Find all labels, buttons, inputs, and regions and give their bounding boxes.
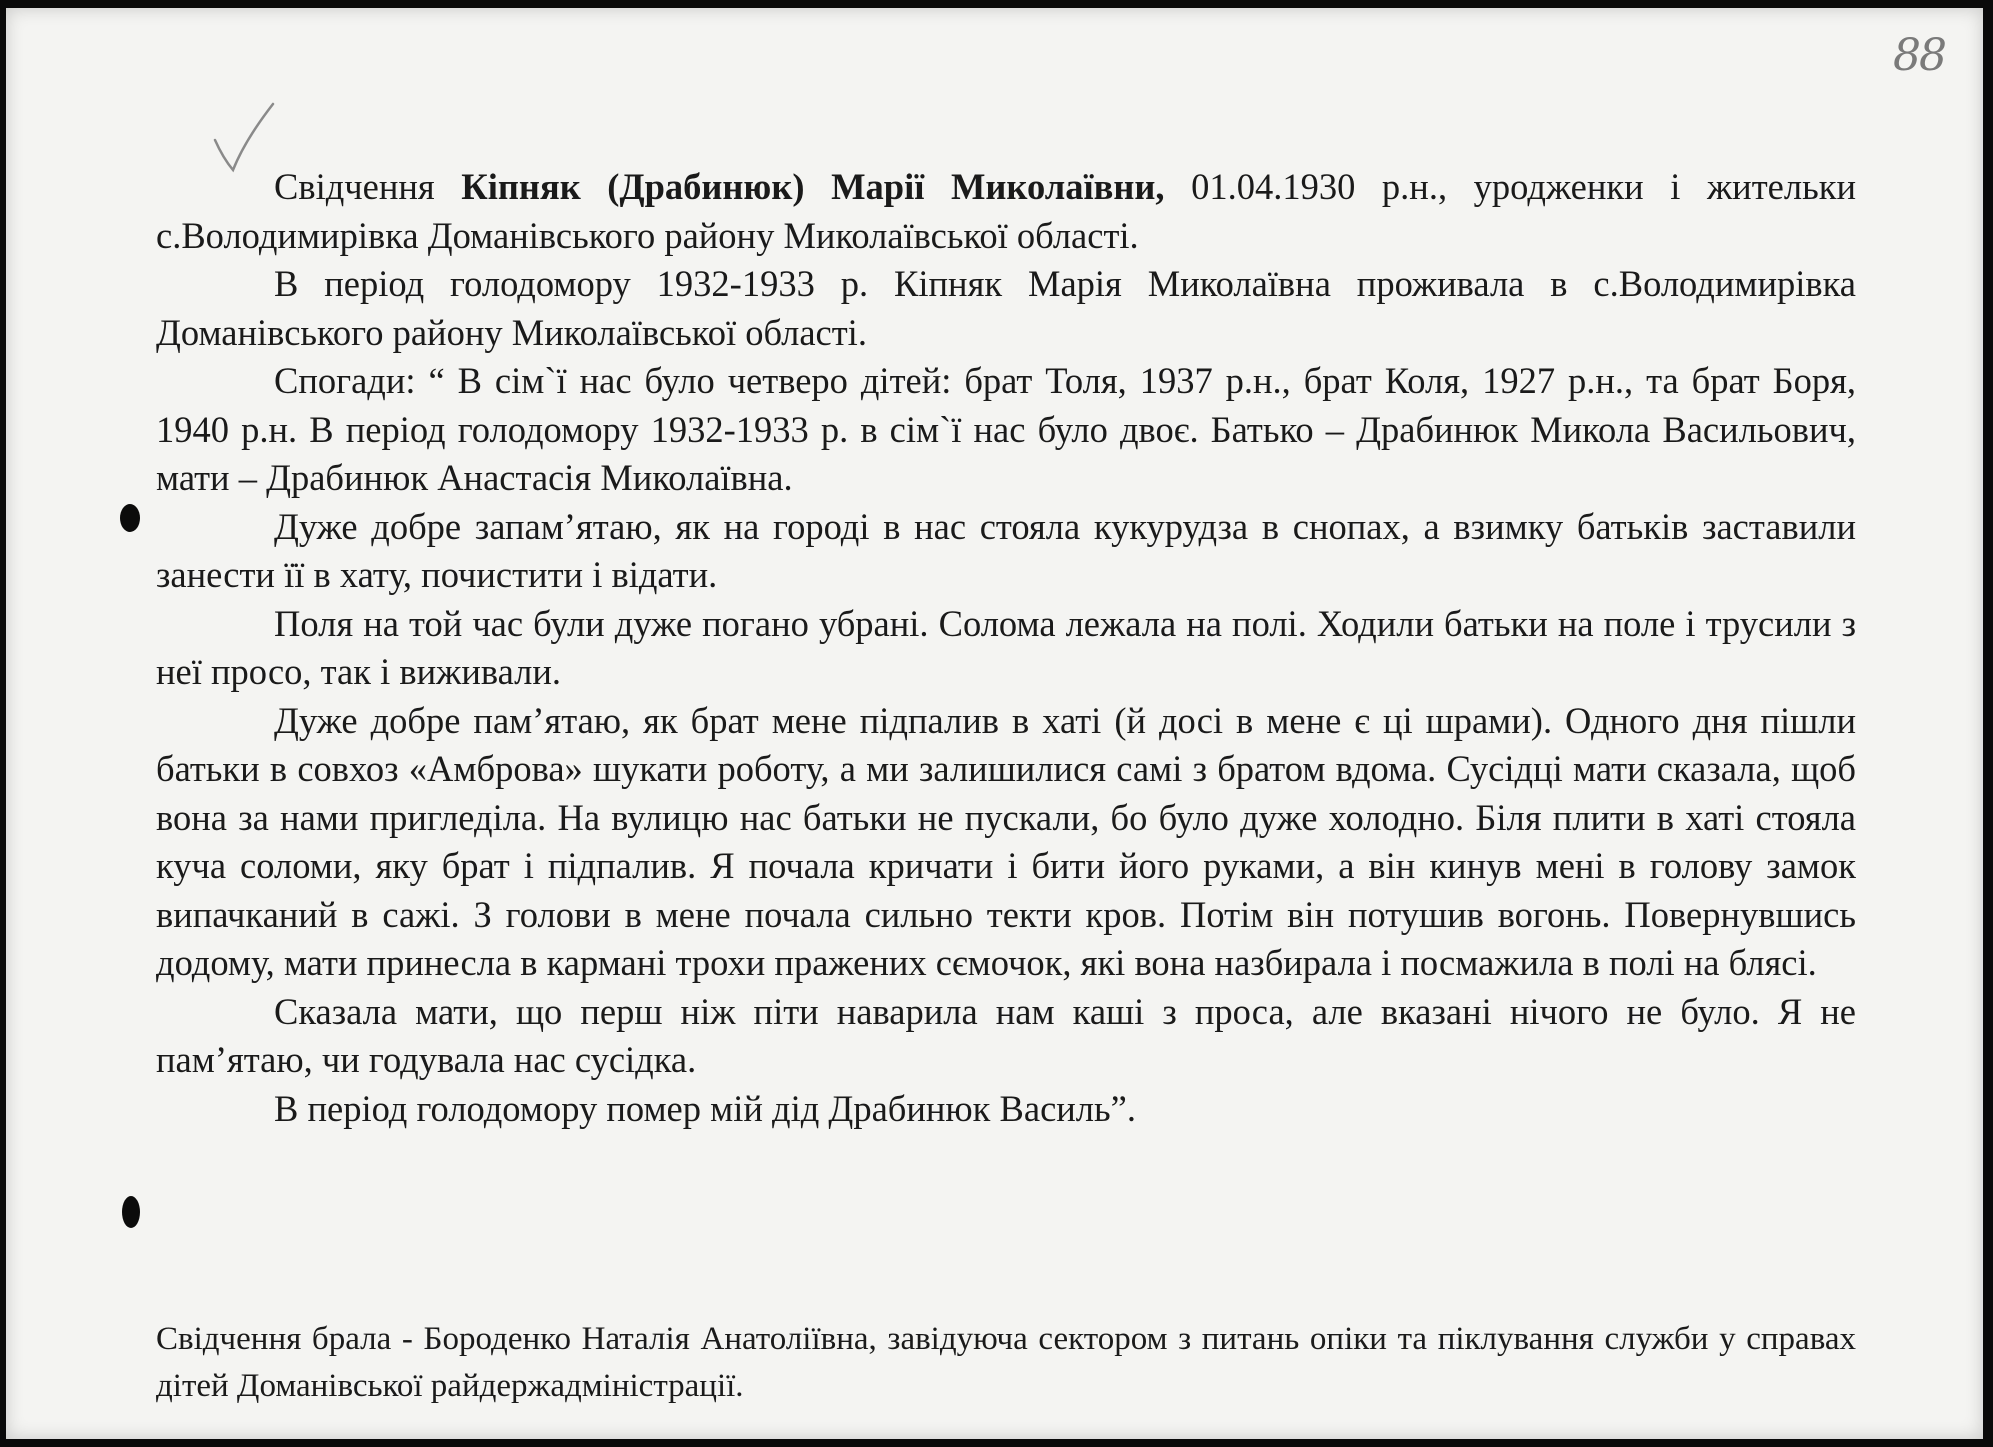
paragraph: В період голодомору 1932-1933 р. Кіпняк Марія Миколаївна проживала в с.Володимирівка Доманівського району Миколаївської області. <box>156 263 1856 353</box>
paragraph: Спогади: “ В сім`ї нас було четверо дітей: брат Толя, 1937 р.н., брат Коля, 1927 р.н., та брат Боря, 1940 р.н. В період голодомору 1932-1933 р. в сім`ї нас було двоє. Батько – Драбинюк Микола Васильович, мати – Драбинюк Анастасія Миколаївна. <box>156 360 1856 498</box>
testimony-body <box>156 163 1856 1133</box>
intro-suffix: 01.04.1930 р.н., уродженки і жительки с.Володимирівка Доманівського району Миколаївської області. <box>156 166 1856 256</box>
paragraph: Поля на той час були дуже погано убрані. Солома лежала на полі. Ходили батьки на поле і трусили з неї просо, так і виживали. <box>156 602 1856 692</box>
paragraph: В період голодомору помер мій дід Драбинюк Василь”. <box>274 1087 1136 1129</box>
recorded-by-footer: Свідчення брала - Бороденко Наталія Анатоліївна, завідуюча сектором з питань опіки та піклування служби у справах дітей Доманівської райдержадміністрації. <box>156 1321 1856 1404</box>
witness-name: Кіпняк (Драбинюк) Марії Миколаївни, <box>461 166 1165 207</box>
document-page <box>6 8 1983 1439</box>
intro-prefix: Свідчення <box>274 166 462 207</box>
paragraph: Сказала мати, що перш ніж піти наварила нам каші з проса, але вказані нічого не було. Я не пам’ятаю, чи годувала нас сусідка. <box>156 990 1856 1080</box>
punch-hole-icon <box>122 1196 140 1228</box>
punch-hole-icon <box>120 504 140 532</box>
paragraph: Дуже добре пам’ятаю, як брат мене підпалив в хаті (й досі в мене є ці шрами). Одного дня пішли батьки в совхоз «Амброва» шукати роботу, а ми залишилися самі з братом вдома. Сусідці мати сказала, щоб вона за нами пригледіла. На вулицю нас батьки не пускали, бо було дуже холодно. Біля плити в хаті стояла куча соломи, яку брат і підпалив. Я почала кричати і бити його руками, а він кинув мені в голову замок випачканий в сажі. З голови в мене почала сильно текти кров. Потім він потушив вогонь. Повернувшись додому, мати принесла в кармані трохи пражених сємочок, які вона назбирала і посмажила в полі на блясі. <box>156 699 1856 983</box>
handwritten-page-number: 88 <box>1893 30 1945 81</box>
intro-paragraph <box>156 163 1856 260</box>
paragraph: Дуже добре запам’ятаю, як на городі в нас стояла кукурудза в снопах, а взимку батьків заставили занести її в хату, почистити і відати. <box>156 505 1856 595</box>
